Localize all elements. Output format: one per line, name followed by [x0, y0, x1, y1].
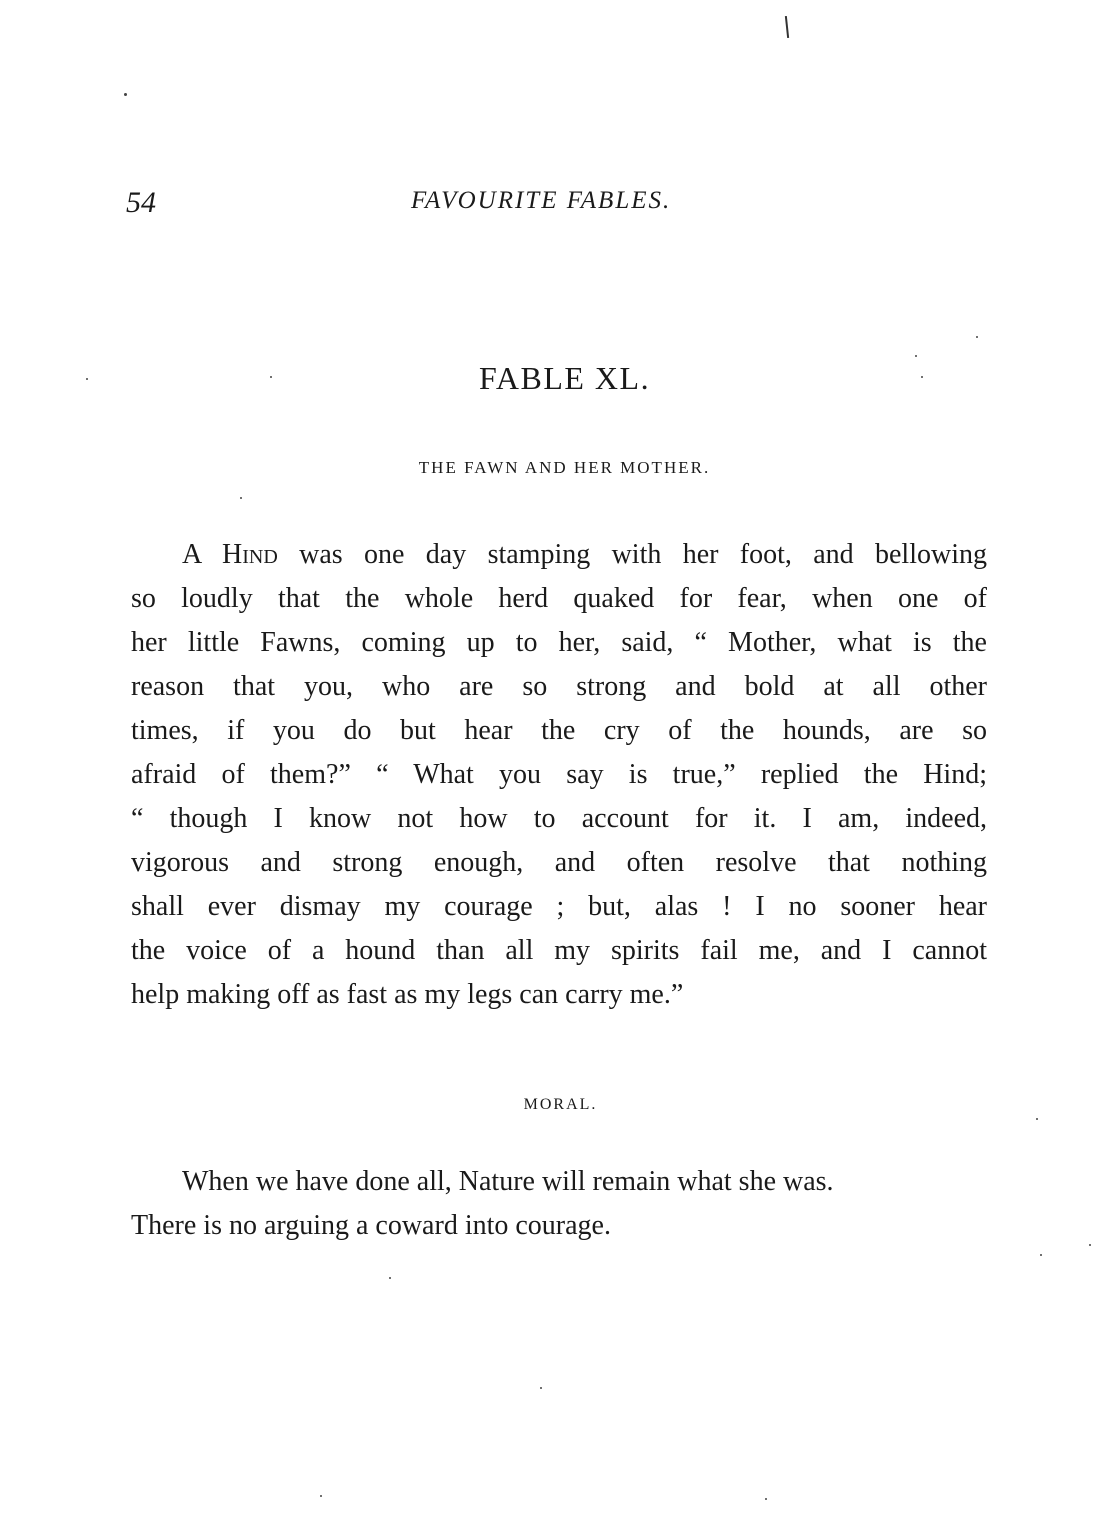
paper-speck — [270, 376, 272, 378]
body-smallcaps-word: Hind — [222, 539, 278, 570]
paper-speck — [765, 1498, 767, 1500]
paper-speck — [976, 336, 978, 338]
body-line: afraid of them?” “ What you say is true,” replied the Hind; — [131, 759, 987, 790]
running-head: FAVOURITE FABLES. — [411, 187, 672, 214]
fable-title: FABLE XL. — [478, 360, 651, 396]
paper-speck — [240, 497, 242, 499]
paper-speck — [389, 1277, 391, 1279]
paper-speck — [124, 93, 127, 96]
stray-mark — [785, 16, 789, 38]
body-line: the voice of a hound than all my spirits fail me, and I cannot — [131, 935, 987, 966]
body-line: “ though I know not how to account for it. I am, indeed, — [131, 803, 987, 834]
body-line: so loudly that the whole herd quaked for fear, when one of — [131, 583, 987, 614]
body-line: shall ever dismay my courage ; but, alas ! I no sooner hear — [131, 891, 987, 922]
moral-line: There is no arguing a coward into courage. — [131, 1210, 611, 1241]
moral-body — [131, 1160, 987, 1248]
moral-line: When we have done all, Nature will remain what she was. — [182, 1166, 834, 1197]
paper-speck — [921, 376, 923, 378]
body-line: help making off as fast as my legs can carry me.” — [131, 979, 684, 1010]
paper-speck — [540, 1387, 542, 1389]
paper-speck — [86, 378, 88, 380]
paper-speck — [1040, 1254, 1042, 1256]
body-line: her little Fawns, coming up to her, said, “ Mother, what is the — [131, 627, 987, 658]
fable-subtitle: THE FAWN AND HER MOTHER. — [418, 458, 711, 477]
body-first-word: A — [182, 539, 201, 570]
body-line: times, if you do but hear the cry of the hounds, are so — [131, 715, 987, 746]
fable-body — [131, 533, 987, 1017]
body-line-text: was one day stamping with her foot, and bellowing — [299, 539, 987, 570]
body-line — [131, 533, 987, 577]
page-number: 54 — [126, 186, 156, 219]
paper-speck — [1036, 1118, 1038, 1120]
body-line: vigorous and strong enough, and often resolve that nothing — [131, 847, 987, 878]
body-line: reason that you, who are so strong and bold at all other — [131, 671, 987, 702]
moral-heading: MORAL. — [523, 1096, 598, 1113]
paper-speck — [320, 1495, 322, 1497]
paper-speck — [915, 355, 917, 357]
paper-speck — [1089, 1244, 1091, 1246]
